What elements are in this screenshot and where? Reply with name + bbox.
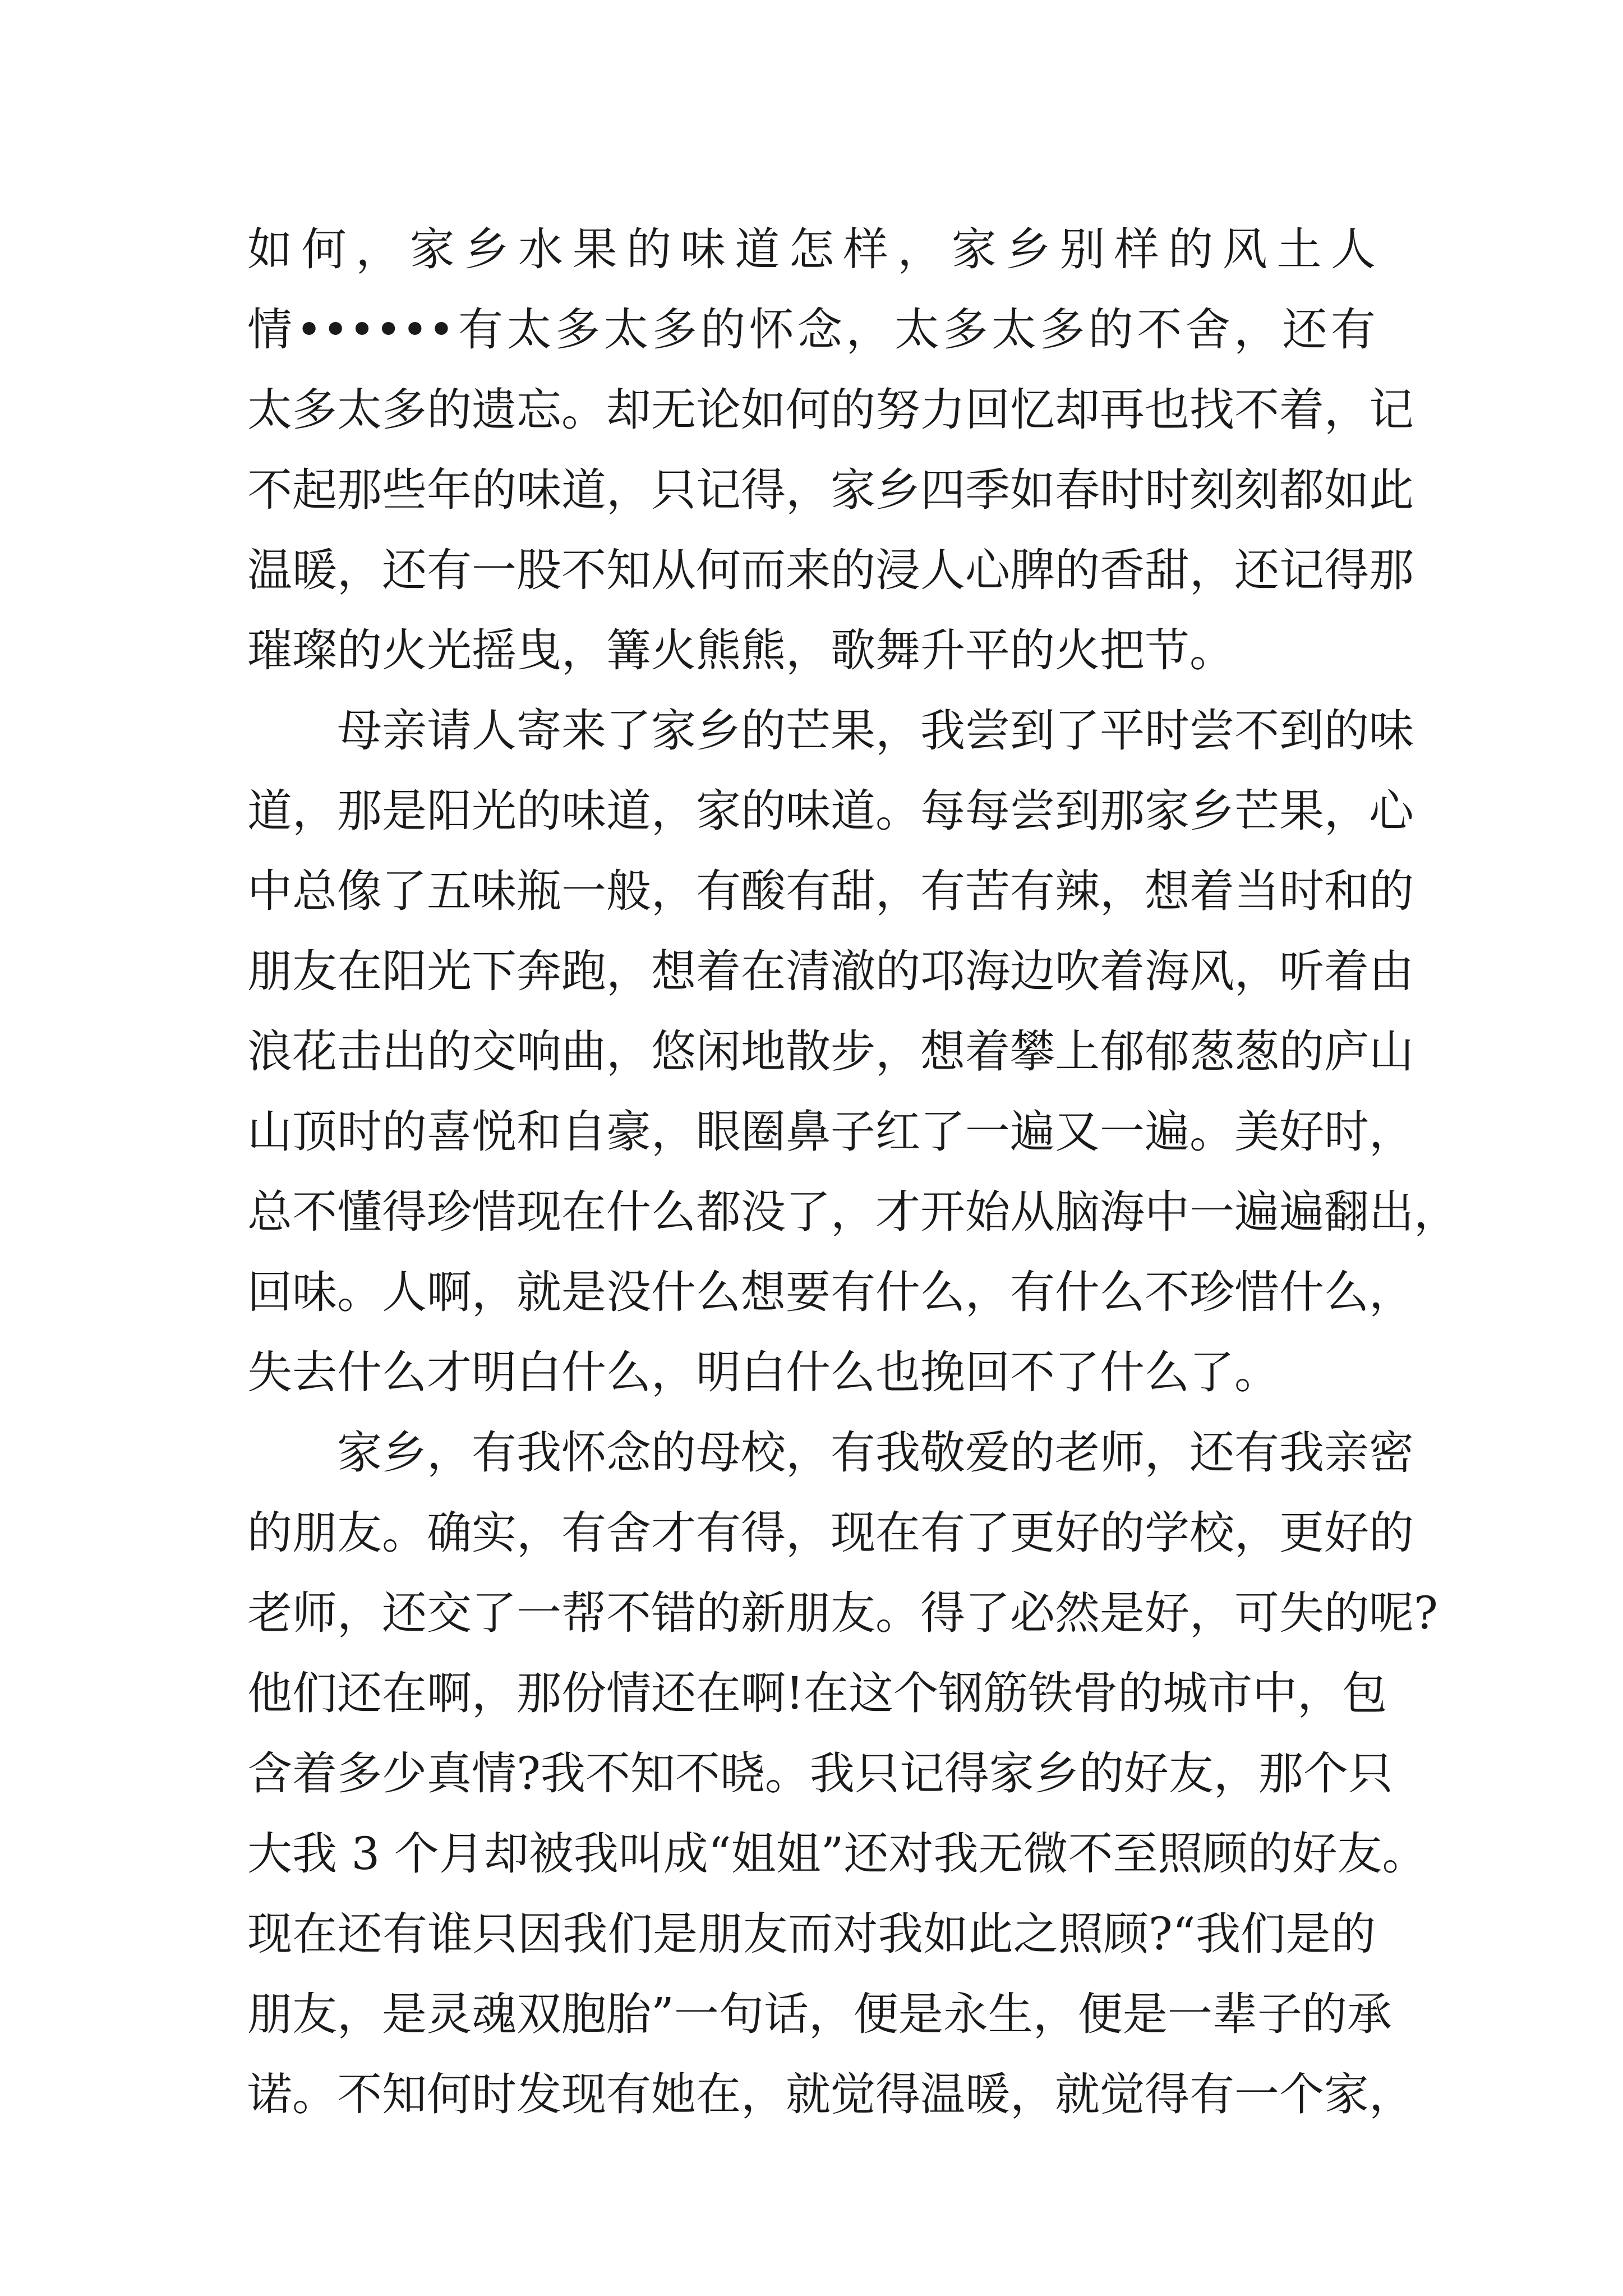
text-line: 朋友在阳光下奔跑，想着在清澈的邛海边吹着海风，听着由 — [247, 945, 1414, 997]
text-line: 温暖，还有一股不知从何而来的浸人心脾的香甜，还记得那 — [247, 544, 1414, 596]
text-line: 如何，家乡水果的味道怎样，家乡别样的风土人 — [247, 223, 1376, 275]
text-line: 现在还有谁只因我们是朋友而对我如此之照顾?“我们是的 — [247, 1908, 1376, 1960]
text-line: 总不懂得珍惜现在什么都没了，才开始从脑海中一遍遍翻出， — [247, 1186, 1459, 1238]
body-text — [247, 209, 1459, 2134]
text-line: 大我 3 个月却被我叫成“姐姐”还对我无微不至照顾的好友。 — [247, 1828, 1427, 1880]
text-line: 的朋友。确实，有舍才有得，现在有了更好的学校，更好的 — [247, 1507, 1414, 1559]
text-line: 道，那是阳光的味道，家的味道。每每尝到那家乡芒果，心 — [247, 785, 1414, 837]
text-line: 诺。不知何时发现有她在，就觉得温暖，就觉得有一个家， — [247, 2068, 1414, 2120]
text-line: 朋友，是灵魂双胞胎”一句话，便是永生，便是一辈子的承 — [247, 1988, 1392, 2040]
text-line: 太多太多的遗忘。却无论如何的努力回忆却再也找不着，记 — [247, 384, 1414, 436]
text-line: 回味。人啊，就是没什么想要有什么，有什么不珍惜什么， — [247, 1266, 1414, 1318]
text-line: 不起那些年的味道，只记得，家乡四季如春时时刻刻都如此 — [247, 464, 1414, 516]
text-line: 中总像了五味瓶一般，有酸有甜，有苦有辣，想着当时和的 — [247, 865, 1414, 917]
text-line: 含着多少真情?我不知不晓。我只记得家乡的好友，那个只 — [247, 1747, 1393, 1800]
paragraph-first-line: 家乡，有我怀念的母校，有我敬爱的老师，还有我亲密 — [337, 1427, 1414, 1479]
text-line: 璀璨的火光摇曳，篝火熊熊，歌舞升平的火把节。 — [247, 624, 1234, 677]
text-line: 老师，还交了一帮不错的新朋友。得了必然是好，可失的呢? — [247, 1587, 1438, 1639]
text-line: 情••••••有太多太多的怀念，太多太多的不舍，还有 — [247, 303, 1376, 356]
text-line: 他们还在啊，那份情还在啊!在这个钢筋铁骨的城市中，包 — [247, 1667, 1387, 1719]
text-line: 山顶时的喜悦和自豪，眼圈鼻子红了一遍又一遍。美好时， — [247, 1106, 1414, 1158]
text-line: 浪花击出的交响曲，悠闲地散步，想着攀上郁郁葱葱的庐山 — [247, 1025, 1414, 1078]
paragraph-first-line: 母亲请人寄来了家乡的芒果，我尝到了平时尝不到的味 — [337, 705, 1414, 757]
text-line: 失去什么才明白什么，明白什么也挽回不了什么了。 — [247, 1346, 1279, 1398]
